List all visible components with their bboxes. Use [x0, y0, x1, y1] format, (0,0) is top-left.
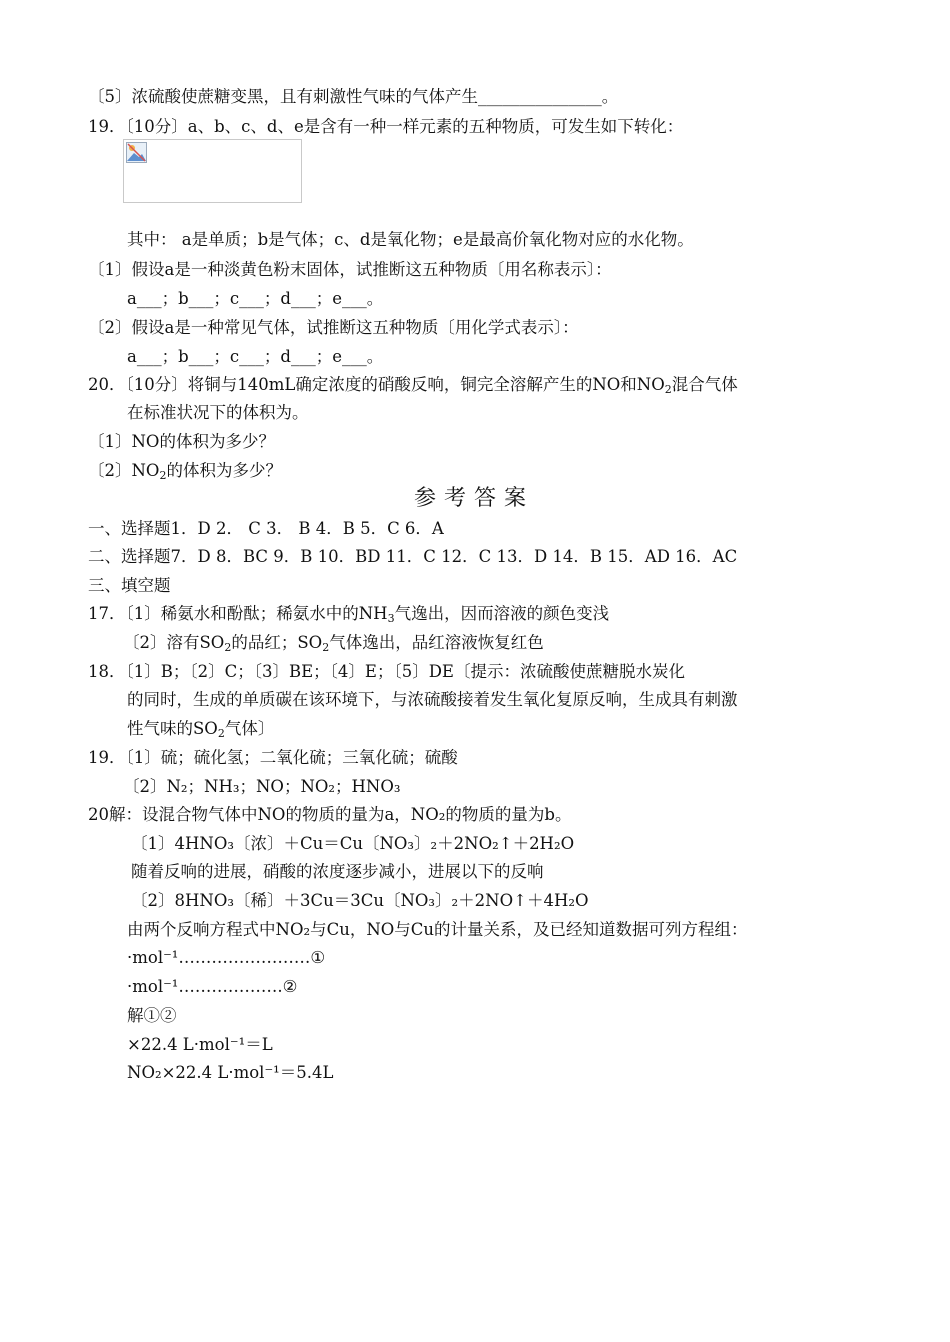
answer-19-part2-text: 〔2〕N₂；NH₃；NO；NO₂；HNO₃ [123, 777, 401, 796]
q19-part2-text: 〔2〕假设a是一种常见气体，试推断这五种物质〔用化学式表示〕： [88, 318, 579, 337]
q19-part1-blanks-text: a___；b___；c___；d___；e___。 [127, 289, 384, 308]
q20-part2-a: 〔2〕NO [88, 461, 160, 480]
answers-mc2-text: 二、选择题7．D 8．BC 9．B 10．BD 11．C 12．C 13．D 14．B 15．AD 16．AC [88, 547, 738, 566]
answer-18-line3-a: 性气味的SO [127, 719, 218, 738]
q20-part2-b: 的体积为多少？ [166, 461, 282, 480]
broken-image-icon [126, 142, 147, 163]
answer-20-note [131, 861, 544, 883]
q19-description [127, 229, 694, 251]
answer-20-solve-text: 解①② [127, 1006, 177, 1025]
answer-20-intro [88, 804, 571, 826]
q19-part2-blanks [127, 346, 383, 368]
answer-17-part2-subscript: 2 [224, 641, 232, 654]
answer-20-result2-text: NO₂×22.4 L·mol⁻¹＝5.4L [127, 1063, 334, 1082]
q20-part1-text: 〔1〕NO的体积为多少？ [88, 432, 275, 451]
q20-part2-subscript: 2 [159, 469, 167, 482]
answer-20-equation2 [131, 890, 588, 912]
answer-17-part1-subscript: 3 [387, 612, 395, 625]
q20-header-subscript: 2 [664, 383, 672, 396]
q20-header [88, 374, 738, 396]
q20-header-text: 20．〔10分〕将铜与140mL确定浓度的硝酸反响，铜完全溶解产生的NO和NO [88, 375, 665, 394]
answer-20-eq-first [127, 947, 325, 969]
answer-17-part2-c: 气体逸出，品红溶液恢复红色 [329, 633, 544, 652]
answers-fill-heading-text: 三、填空题 [88, 576, 171, 595]
q20-header-line2 [127, 402, 309, 424]
q20-part2 [88, 460, 282, 482]
answer-20-note-text: 随着反响的进展，硝酸的浓度逐步减小，进展以下的反响 [131, 862, 544, 881]
q19-header [88, 116, 683, 138]
answer-19-part1-text: 19．〔1〕硫；硫化氢；二氧化硫；三氧化硫；硫酸 [88, 748, 458, 767]
answers-fill-heading [88, 575, 171, 597]
answer-20-result1-text: ×22.4 L·mol⁻¹＝L [127, 1035, 273, 1054]
answer-18-line1-text: 18．〔1〕B；〔2〕C；〔3〕BE；〔4〕E；〔5〕DE〔提示：浓硫酸使蔗糖脱水炭化 [88, 662, 685, 681]
q19-part1 [88, 259, 612, 281]
q20-header-line2-text: 在标准状况下的体积为。 [127, 403, 309, 422]
answer-19-part2 [123, 776, 401, 798]
answer-17-part1-b: 气逸出，因而溶液的颜色变浅 [394, 604, 610, 623]
answer-20-eq-first-text: ·mol⁻¹……………………① [127, 948, 326, 967]
answer-18-line3-b: 气体〕 [224, 719, 275, 738]
answer-19-part1 [88, 747, 458, 769]
q19-diagram-placeholder [123, 139, 302, 203]
answer-20-solve [127, 1005, 177, 1027]
answer-17-part2-subscript2: 2 [322, 641, 330, 654]
q20-part1 [88, 431, 275, 453]
answer-20-eq-second-text: ·mol⁻¹……………….② [127, 977, 298, 996]
answer-20-equation1-text: 〔1〕4HNO₃〔浓〕＋Cu＝Cu〔NO₃〕₂＋2NO₂↑＋2H₂O [131, 834, 575, 853]
q18-part5 [88, 86, 618, 108]
answers-mc2 [88, 546, 737, 568]
answer-20-intro-text: 20解：设混合物气体中NO的物质的量为a，NO₂的物质的量为b。 [88, 805, 572, 824]
answer-20-equation1 [131, 833, 574, 855]
q19-part1-text: 〔1〕假设a是一种淡黄色粉末固体，试推断这五种物质〔用名称表示〕： [88, 260, 612, 279]
q18-part5-text: 〔5〕浓硫酸使蔗糖变黑，且有刺激性气味的气体产生_______________。 [88, 87, 619, 106]
answer-20-equation2-text: 〔2〕8HNO₃〔稀〕＋3Cu＝3Cu〔NO₃〕₂＋2NO↑＋4H₂O [131, 891, 589, 910]
q19-header-text: 19．〔10分〕a、b、c、d、e是含有一种一样元素的五种物质，可发生如下转化： [88, 117, 684, 136]
answer-20-relation [127, 919, 748, 941]
answer-17-part1 [88, 603, 609, 625]
answer-17-part2-b: 的品红；SO [231, 633, 323, 652]
answer-18-line2 [127, 689, 738, 711]
answer-17-part2 [123, 632, 544, 654]
answers-mc1 [88, 518, 444, 540]
answer-20-result2 [127, 1062, 333, 1084]
answers-mc1-text: 一、选择题1．D 2． C 3． B 4．B 5．C 6．A [88, 519, 444, 538]
answer-17-part1-a: 17．〔1〕稀氨水和酚酞；稀氨水中的NH [88, 604, 388, 623]
answer-20-result1 [127, 1034, 273, 1056]
answer-18-line2-text: 的同时，生成的单质碳在该环境下，与浓硫酸接着发生氧化复原反响，生成具有刺激 [127, 690, 738, 709]
q19-description-text: 其中： a是单质；b是气体；c、d是氧化物；e是最高价氧化物对应的水化物。 [127, 230, 694, 249]
answer-18-line3 [127, 718, 274, 740]
answer-18-line1 [88, 661, 685, 683]
answers-title-text: 参考答案 [414, 486, 535, 511]
q19-part2-blanks-text: a___；b___；c___；d___；e___。 [127, 347, 384, 366]
q19-part2 [88, 317, 579, 339]
answer-18-line3-subscript: 2 [217, 727, 225, 740]
q19-part1-blanks [127, 288, 383, 310]
answer-20-eq-second [127, 976, 297, 998]
answer-20-relation-text: 由两个反响方程式中NO₂与Cu，NO与Cu的计量关系，及已经知道数据可列方程组： [127, 920, 748, 939]
answer-17-part2-a: 〔2〕溶有SO [123, 633, 225, 652]
q20-header-tail: 混合气体 [671, 375, 738, 394]
answers-title [414, 485, 534, 513]
